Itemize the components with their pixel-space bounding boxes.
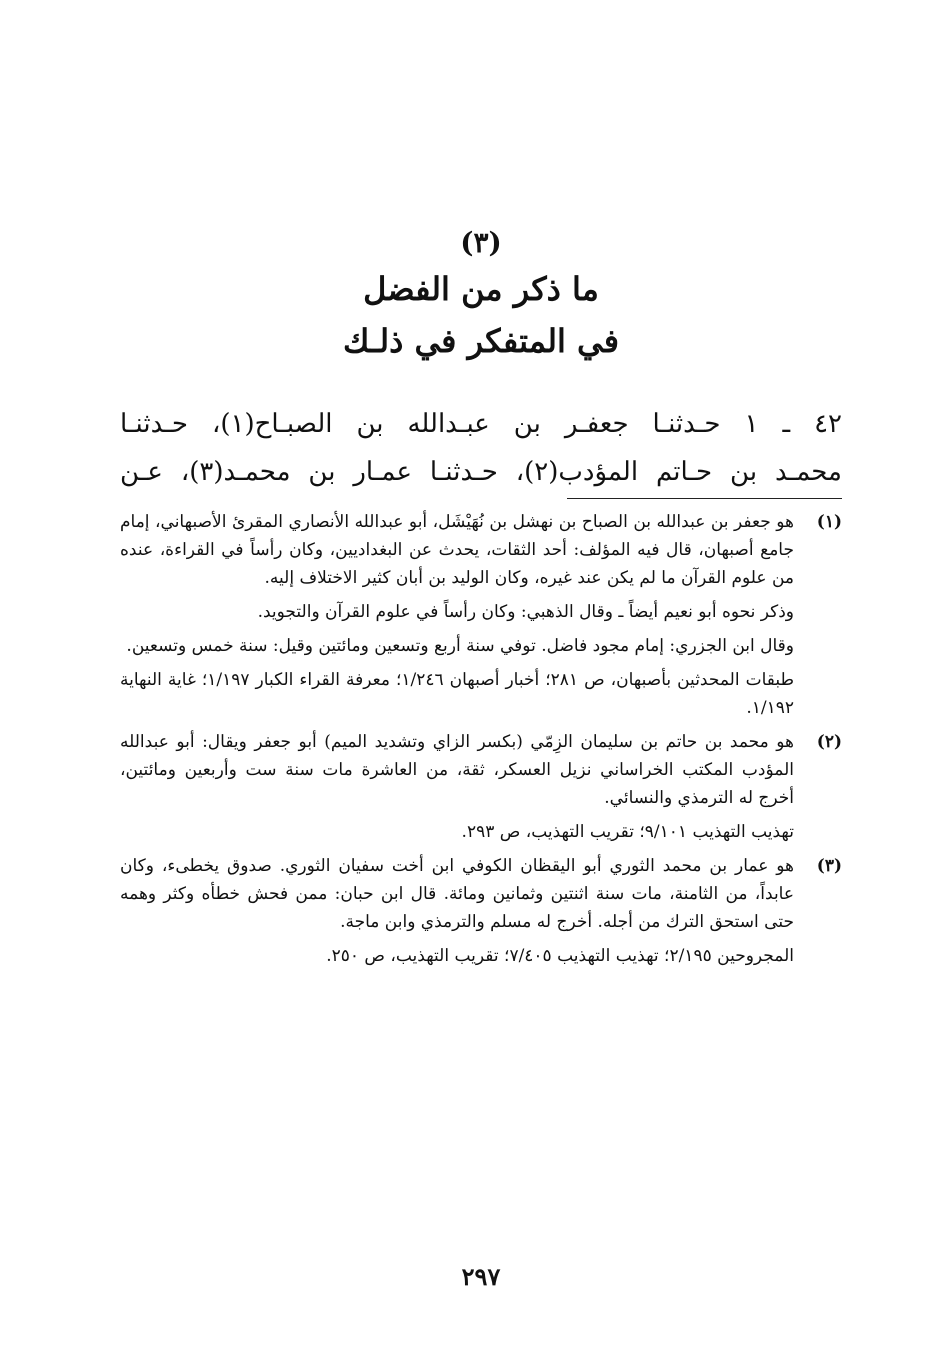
footnote-paragraph: المجروحين ٢/١٩٥؛ تهذيب التهذيب ٧/٤٠٥؛ تقريب التهذيب، ص ٢٥٠.: [326, 946, 794, 966]
footnote-marker: (٢): [816, 732, 842, 752]
footnote-paragraph: وذكر نحوه أبو نعيم أيضاً ـ وقال الذهبي: وكان رأساً في علوم القرآن والتجويد.: [257, 602, 794, 622]
footnote-marker: (١): [816, 512, 842, 532]
book-page: [120, 0, 842, 1372]
hadith-line-2: محمـد بن حـاتم المؤدب(٢)، حـدثنـا عمـار بن محمـد(٣)، عـن: [120, 457, 842, 487]
footnote-paragraph: هو عمار بن محمد الثوري أبو اليقظان الكوفي ابن أخت سفيان الثوري. صدوق يخطىء، وكان عابداً، من الثامنة، مات سنة اثنتين وثمانين ومائة. قال ابن حبان: ممن فحش خطأه وكثر وهمه حتى استحق الترك من أجله. أخرج له مسلم والترمذي وابن ماجة.: [120, 856, 794, 932]
chapter-title-line-1: ما ذكر من الفضل: [363, 270, 599, 308]
footnote-paragraph: هو محمد بن حاتم بن سليمان الزِمّي (بكسر الزاي وتشديد الميم) أبو جعفر ويقال: أبو عبدالله المؤدب المكتب الخراساني نزيل العسكر، ثقة، من العاشرة مات سنة ست وأربعين ومائتين، أخرج له الترمذي والنسائي.: [120, 732, 794, 808]
chapter-title-line-2: في المتفكر في ذلـك: [342, 322, 619, 360]
footnotes: [120, 508, 842, 976]
footnote-paragraph: وقال ابن الجزري: إمام مجود فاضل. توفي سنة أربع وتسعين ومائتين وقيل: سنة خمس وتسعين.: [126, 636, 794, 656]
hadith-line-1: ٤٢ ـ ١ حـدثنـا جعفـر بن عبـدالله بن الصبـاح(١)، حـدثنـا: [120, 409, 843, 439]
footnote-paragraph: تهذيب التهذيب ٩/١٠١؛ تقريب التهذيب، ص ٢٩٣.: [461, 822, 794, 842]
footnote-divider: [567, 498, 842, 499]
page-number: ٢٩٧: [461, 1262, 501, 1291]
footnote-1: [120, 508, 842, 722]
footnote-2: [120, 728, 842, 846]
footnote-marker: (٣): [816, 856, 842, 876]
footnote-paragraph: هو جعفر بن عبدالله بن الصباح بن نهشل بن نُهَيْشَل، أبو عبدالله الأنصاري المقرئ الأصبهاني، إمام جامع أصبهان، قال فيه المؤلف: أحد الثقات، يحدث عن البغداديين، وكان رأساً في القراءة، عنده من علوم القرآن ما لم يكن عند غيره، وكان الوليد بن أبان كثير الاختلاف إليه.: [120, 512, 794, 588]
footnote-3: [120, 852, 842, 970]
footnote-paragraph: طبقات المحدثين بأصبهان، ص ٢٨١؛ أخبار أصبهان ١/٢٤٦؛ معرفة القراء الكبار ١/١٩٧؛ غاية النهاية ١/١٩٢.: [120, 670, 795, 718]
chapter-number: (٣): [460, 226, 502, 259]
hadith-text: [120, 400, 842, 496]
